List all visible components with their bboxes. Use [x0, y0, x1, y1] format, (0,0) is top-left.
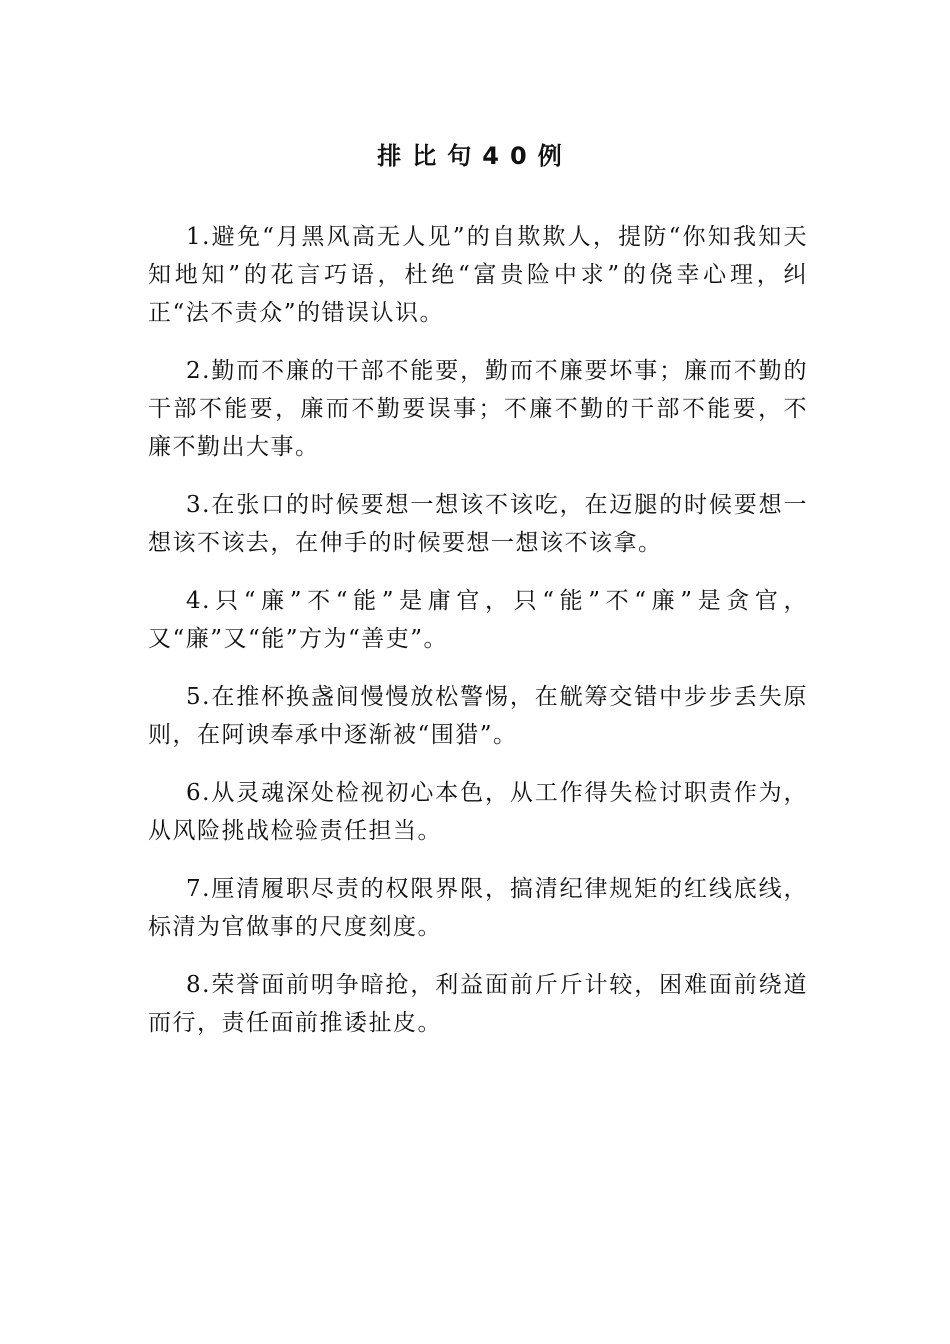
- paragraph-7: 7.厘清履职尽责的权限界限，搞清纪律规矩的红线底线，标清为官做事的尺度刻度。: [148, 876, 808, 940]
- paragraph-1: 1.避免“月黑风高无人见”的自欺欺人，提防“你知我知天知地知”的花言巧语，杜绝“富贵险中求”的侥幸心理，纠正“法不责众”的错误认识。: [148, 224, 808, 326]
- paragraph-4: 4.只“廉”不“能”是庸官，只“能”不“廉”是贪官，又“廉”又“能”方为“善吏”。: [148, 588, 808, 652]
- paragraph-2: 2.勤而不廉的干部不能要，勤而不廉要坏事；廉而不勤的干部不能要，廉而不勤要误事；不廉不勤的干部不能要，不廉不勤出大事。: [148, 358, 808, 460]
- document-title: 排比句40例: [377, 142, 573, 170]
- paragraph-5: 5.在推杯换盏间慢慢放松警惕，在觥筹交错中步步丢失原则，在阿谀奉承中逐渐被“围猎”。: [148, 684, 808, 748]
- paragraph-6: 6.从灵魂深处检视初心本色，从工作得失检讨职责作为，从风险挑战检验责任担当。: [148, 780, 808, 844]
- paragraph-8: 8.荣誉面前明争暗抢，利益面前斤斤计较，困难面前绕道而行，责任面前推诿扯皮。: [148, 972, 808, 1036]
- document-body: [148, 218, 808, 1062]
- paragraph-3: 3.在张口的时候要想一想该不该吃，在迈腿的时候要想一想该不该去，在伸手的时候要想一想该不该拿。: [148, 492, 808, 556]
